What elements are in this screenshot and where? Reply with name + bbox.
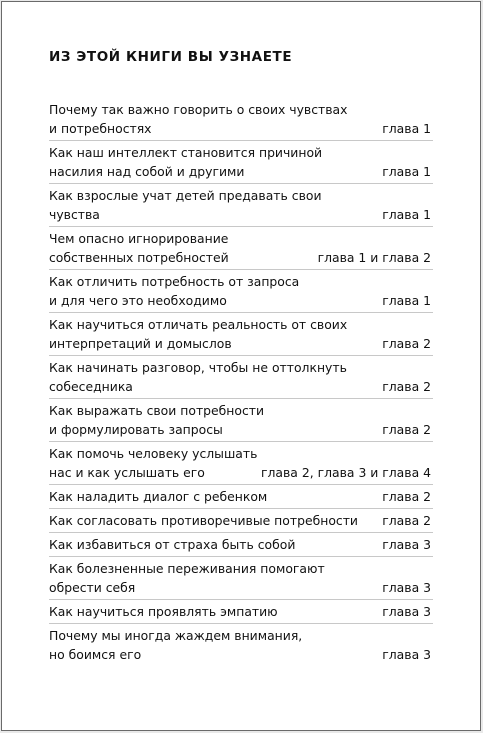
topic-text-line: Как взрослые учат детей предавать свои <box>49 188 322 203</box>
topic-text-line: собственных потребностей <box>49 250 229 265</box>
chapter-reference: глава 2 <box>382 513 431 528</box>
topic-text-line: интерпретаций и домыслов <box>49 336 232 351</box>
topic-text-line: собеседника <box>49 379 133 394</box>
topic-item <box>49 356 433 399</box>
topic-text-line: и формулировать запросы <box>49 422 223 437</box>
chapter-reference: глава 2 <box>382 489 431 504</box>
topic-item <box>49 270 433 313</box>
topic-text-line: Чем опасно игнорирование <box>49 231 229 246</box>
topic-item <box>49 141 433 184</box>
topic-text-line: Как болезненные переживания помогают <box>49 561 325 576</box>
chapter-reference: глава 1 <box>382 164 431 179</box>
chapter-reference: глава 2, глава 3 и глава 4 <box>260 465 431 480</box>
topic-text-line: Как научиться отличать реальность от своих <box>49 317 348 332</box>
topic-text-line: Как согласовать противоречивые потребности <box>49 513 358 528</box>
topic-text-line: Как научиться проявлять эмпатию <box>49 604 278 619</box>
chapter-reference: глава 3 <box>382 604 431 619</box>
chapter-reference: глава 1 <box>382 293 431 308</box>
chapter-reference: глава 2 <box>382 422 431 437</box>
chapter-reference: глава 1 и глава 2 <box>317 250 431 265</box>
chapter-reference: глава 2 <box>382 336 431 351</box>
topic-text-line: Как наш интеллект становится причиной <box>49 145 323 160</box>
topic-text-line: обрести себя <box>49 580 136 595</box>
topic-text-line: и потребностях <box>49 121 152 136</box>
topic-item <box>49 399 433 442</box>
topic-item <box>49 184 433 227</box>
topic-item <box>49 485 433 509</box>
page-heading: ИЗ ЭТОЙ КНИГИ ВЫ УЗНАЕТЕ <box>49 49 293 65</box>
topic-item <box>49 313 433 356</box>
topic-item <box>49 624 433 666</box>
topic-text-line: Как помочь человеку услышать <box>49 446 258 461</box>
topic-item <box>49 98 433 141</box>
book-page <box>1 1 481 731</box>
topic-text-line: нас и как услышать его <box>49 465 205 480</box>
topic-text-line: и для чего это необходимо <box>49 293 227 308</box>
topic-text-line: Как начинать разговор, чтобы не оттолкнуть <box>49 360 347 375</box>
topic-text-line: но боимся его <box>49 647 142 662</box>
topics-list <box>49 98 433 666</box>
topic-item <box>49 509 433 533</box>
topic-text-line: Как избавиться от страха быть собой <box>49 537 296 552</box>
chapter-reference: глава 1 <box>382 121 431 136</box>
topic-item <box>49 533 433 557</box>
topic-text-line: чувства <box>49 207 100 222</box>
topic-item <box>49 227 433 270</box>
topic-text-line: Почему мы иногда жаждем внимания, <box>49 628 303 643</box>
topic-text-line: насилия над собой и другими <box>49 164 245 179</box>
chapter-reference: глава 2 <box>382 379 431 394</box>
topic-text-line: Как отличить потребность от запроса <box>49 274 300 289</box>
topic-item <box>49 442 433 485</box>
topic-text-line: Почему так важно говорить о своих чувствах <box>49 102 348 117</box>
chapter-reference: глава 1 <box>382 207 431 222</box>
chapter-reference: глава 3 <box>382 580 431 595</box>
chapter-reference: глава 3 <box>382 647 431 662</box>
topic-text-line: Как наладить диалог с ребенком <box>49 489 268 504</box>
topic-item <box>49 557 433 600</box>
topic-text-line: Как выражать свои потребности <box>49 403 265 418</box>
topic-item <box>49 600 433 624</box>
chapter-reference: глава 3 <box>382 537 431 552</box>
